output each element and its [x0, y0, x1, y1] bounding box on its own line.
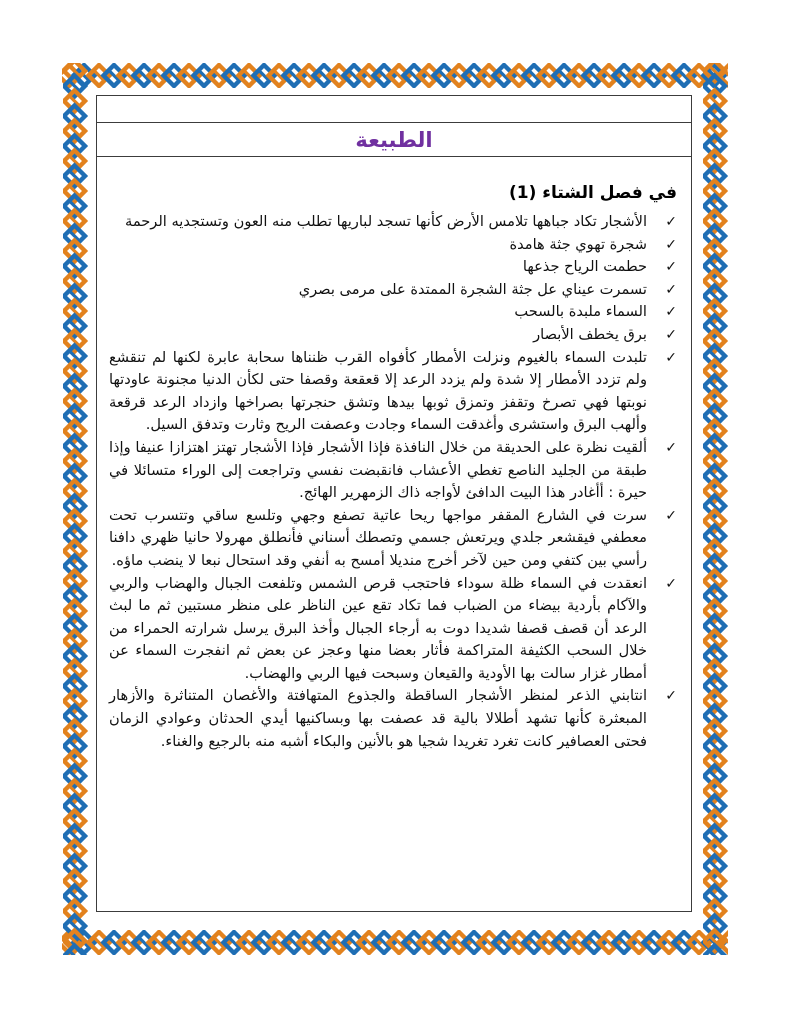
checkmark-icon: ✓: [665, 349, 677, 366]
list-item-text: سرت في الشارع المقفر مواجها ريحا عاتية تصفع وجهي وتلسع ساقي وتتسرب تحت معطفي فيقشعر جلدي ويرتعش جسمي وتصطك أسناني فأنطلق مهرولا حانيا ظهري دافنا رأسي بين كتفي ومن حين لآخر أخرج منديلا أمسح به أنفي وقد استحال نبعا لا ينضب ماؤه.: [109, 506, 647, 569]
list-item-text: حطمت الرياح جذعها: [522, 258, 647, 276]
checkmark-icon: ✓: [665, 326, 677, 343]
checkmark-icon: ✓: [665, 259, 677, 276]
list-item-text: تلبدت السماء بالغيوم ونزلت الأمطار كأفواه القرب ظنناها سحابة عابرة لكنها لم تنقشع ولم تزدد الأمطار إلا شدة ولم يزدد الرعد إلا قعقعة وقصفا حتى لكأن الدنيا مجنونة عاودتها نوبتها فهي تصرخ وتقفز وتمزق ثوبها بيدها وتشق حنجرتها بصراخها وازداد الرعد قرقعة وألهب البرق واستشرى وأغدقت السماء وجادت وعصفت الريح وثارت وتدفق السيل.: [109, 348, 647, 434]
checkmark-icon: ✓: [665, 214, 677, 230]
list-item-text: السماء ملبدة بالسحب: [514, 303, 647, 321]
checkmark-icon: ✓: [665, 236, 677, 253]
list-item-text: ألقيت نظرة على الحديقة من خلال النافذة فإذا الأشجار فإذا الأشجار تهتز اهتزازا عنيفا وإذا طبقة من الجليد الناصع تغطي الأعشاب فانقبضت نفسي وتراجعت إلى الوراء متسائلا في حيرة : أأغادر هذا البيت الدافئ لأواجه ذاك الزمهرير الهائج.: [109, 438, 647, 502]
page-title: الطبيعة: [355, 127, 433, 152]
ornamental-border-bottom: [62, 930, 728, 955]
list-item: [109, 211, 683, 234]
list-item: [109, 685, 683, 753]
list-item-text: تسمرت عيناي عل جثة الشجرة الممتدة على مرمى بصري: [298, 280, 647, 298]
title-row: [97, 123, 691, 157]
checkmark-icon: ✓: [665, 281, 677, 298]
list-item: [109, 324, 683, 347]
list-item-text: شجرة تهوي جثة هامدة: [509, 235, 647, 253]
list-item: [109, 301, 683, 324]
checkmark-icon: ✓: [665, 439, 677, 456]
ornamental-border-top: [62, 63, 728, 88]
list-item: [109, 234, 683, 257]
checkmark-icon: ✓: [665, 507, 677, 524]
ornamental-border-right: [703, 63, 728, 955]
checkmark-icon: ✓: [665, 304, 677, 321]
document-body: [97, 157, 691, 911]
list-item-text: انعقدت في السماء ظلة سوداء فاحتجب قرص الشمس وتلفعت الجبال والهضاب والربي والآكام بأردية بيضاء من الضباب فما تكاد تقع عين الناظر على منظر مستبين ثم ما لبث الرعد أن قصف قصفا شديدا دوت به أرجاء الجبال وأخذ البرق يرسل شرارته الحمراء من خلال السحب الكثيفة المتراكمة فأثار بعضا منها وعجز عن بعض ثم انفجرت السماء عن أمطار غزار سالت بها الأودية والقيعان وسبحت فيها الربي والهضاب.: [109, 574, 647, 682]
list-item-text: برق يخطف الأبصار: [533, 325, 647, 343]
list-item: [109, 573, 683, 686]
list-item: [109, 256, 683, 279]
list-item-text: انتابني الذعر لمنظر الأشجار الساقطة والجذوع المتهافتة والأغصان المتناثرة والأزهار المبعثرة كأنها تشهد أطلالا بالية قد عصفت بها وبساكنيها أيدي الحدثان وعوادي الزمان فحتى العصافير كانت تغرد تغريدا شجيا هو بالأنين والبكاء أشبه منه بالرجيع والغناء.: [109, 687, 647, 750]
list-item: [109, 505, 683, 573]
ornamental-border-left: [63, 63, 88, 955]
section-heading: في فصل الشتاء (1): [508, 183, 677, 203]
check-list: [109, 211, 683, 753]
list-item-text: الأشجار تكاد جباهها تلامس الأرض كأنها تسجد لباريها تطلب منه العون وتستجديه الرحمة: [125, 213, 647, 230]
list-item: [109, 437, 683, 505]
list-item: [109, 347, 683, 437]
list-item: [109, 279, 683, 302]
header-empty-row: [97, 96, 691, 123]
checkmark-icon: ✓: [665, 575, 677, 592]
checkmark-icon: ✓: [665, 688, 677, 705]
content-frame: [96, 95, 692, 912]
